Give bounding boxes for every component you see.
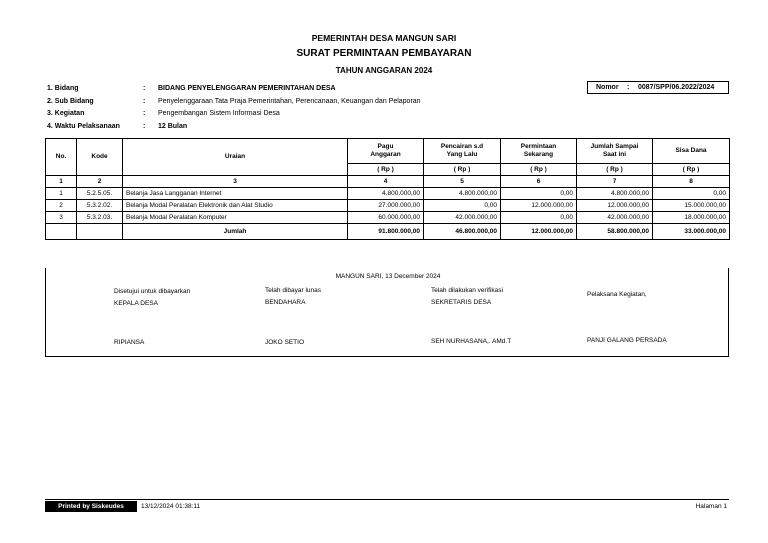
total-pencairan: 46.800.000,00 [424, 224, 501, 240]
cell-kode: 5.3.2.03. [77, 212, 123, 224]
total-label: Jumlah [123, 224, 348, 240]
cell-kode: 5.2.5.05. [77, 188, 123, 200]
info-colon: : [143, 110, 146, 117]
col-number: 4 [348, 176, 424, 188]
cell-sisa: 15.000.000,00 [653, 200, 730, 212]
col-number: 6 [501, 176, 577, 188]
print-timestamp: 13/12/2024 01:38:11 [141, 503, 201, 510]
total-row [46, 224, 730, 240]
sekretaris-caption: Telah dilakukan verifikasi [431, 287, 503, 294]
col-number: 8 [653, 176, 730, 188]
village-title: PEMERINTAH DESA MANGUN SARI [311, 33, 457, 43]
info-colon: : [143, 123, 146, 130]
header-jumlah: Jumlah Sampai Saat ini [577, 139, 653, 164]
cell-pagu: 27.000.000,00 [348, 200, 424, 212]
col-number: 3 [123, 176, 348, 188]
header-rp: ( Rp ) [501, 164, 577, 176]
payment-table [45, 138, 730, 240]
total-jumlah: 58.800.000,00 [577, 224, 653, 240]
col-number: 7 [577, 176, 653, 188]
info-value-bidang: BIDANG PENYELENGGARAN PEMERINTAHAN DESA [158, 85, 336, 92]
footer-divider [45, 499, 729, 500]
kepala-caption: Disetujui untuk dibayarkan [114, 288, 191, 295]
info-label-bidang: 1. Bidang [47, 85, 79, 92]
table-row [46, 188, 730, 200]
header-rp: ( Rp ) [653, 164, 730, 176]
cell-jumlah: 4.800.000,00 [577, 188, 653, 200]
col-number: 5 [424, 176, 501, 188]
header-sisa: Sisa Dana [653, 139, 730, 164]
header-uraian: Uraian [123, 139, 348, 176]
kepala-name: RIPIANSA [114, 339, 145, 346]
info-label-kegiatan: 3. Kegiatan [47, 110, 85, 117]
cell-no: 1 [46, 188, 77, 200]
pelaksana-name: PANJI GALANG PERSADA [587, 337, 667, 344]
info-value-kegiatan: Pengembangan Sistem Informasi Desa [158, 110, 280, 117]
total-permintaan: 12.000.000,00 [501, 224, 577, 240]
fiscal-year: TAHUN ANGGARAN 2024 [335, 66, 433, 75]
cell-permintaan: 0,00 [501, 188, 577, 200]
total-pagu: 91.800.000,00 [348, 224, 424, 240]
info-label-waktu: 4. Waktu Pelaksanaan [47, 123, 120, 130]
page-number: Halaman 1 [695, 503, 727, 510]
cell-kode: 5.3.2.02. [77, 200, 123, 212]
info-value-sub-bidang: Penyelenggaraan Tata Praja Pemerintahan, Perencanaan, Keuangan dan Pelaporan [158, 98, 421, 105]
document-title: SURAT PERMINTAAN PEMBAYARAN [296, 48, 472, 59]
bendahara-role: BENDAHARA [265, 299, 306, 306]
header-kode: Kode [77, 139, 123, 176]
column-number-row [46, 176, 730, 188]
sekretaris-role: SEKRETARIS DESA [431, 299, 492, 306]
nomor-colon: : [627, 84, 630, 91]
nomor-label: Nomor [596, 84, 619, 91]
header-rp: ( Rp ) [424, 164, 501, 176]
cell-jumlah: 12.000.000,00 [577, 200, 653, 212]
header-rp: ( Rp ) [348, 164, 424, 176]
kepala-role: KEPALA DESA [114, 300, 158, 307]
cell-permintaan: 0,00 [501, 212, 577, 224]
header-pagu: Pagu Anggaran [348, 139, 424, 164]
table-row [46, 212, 730, 224]
bendahara-caption: Telah dibayar lunas [265, 287, 322, 294]
table-row [46, 200, 730, 212]
header-rp: ( Rp ) [577, 164, 653, 176]
cell-pencairan: 42.000.000,00 [424, 212, 501, 224]
cell-sisa: 0,00 [653, 188, 730, 200]
signature-block [45, 268, 729, 357]
info-colon: : [143, 98, 146, 105]
header-pencairan: Pencairan s.d Yang Lalu [424, 139, 501, 164]
cell-uraian: Belanja Modal Peralatan Komputer [123, 212, 348, 224]
total-sisa: 33.000.000,00 [653, 224, 730, 240]
nomor-value: 0087/SPP/06.2022/2024 [638, 84, 715, 91]
col-number: 1 [46, 176, 77, 188]
cell-no: 2 [46, 200, 77, 212]
info-colon: : [143, 85, 146, 92]
pelaksana-role: Pelaksana Kegiatan, [587, 291, 647, 298]
bendahara-name: JOKO SETIO [265, 339, 305, 346]
cell-uraian: Belanja Modal Peralatan Elektronik dan Alat Studio [123, 200, 348, 212]
cell-pagu: 60.000.000,00 [348, 212, 424, 224]
cell-pagu: 4.800.000,00 [348, 188, 424, 200]
sekretaris-name: SEH NURHASANA,. AMd.T [431, 338, 512, 345]
col-number: 2 [77, 176, 123, 188]
header-permintaan: Permintaan Sekarang [501, 139, 577, 164]
cell-pencairan: 0,00 [424, 200, 501, 212]
cell-uraian: Belanja Jasa Langganan Internet [123, 188, 348, 200]
cell-empty [77, 224, 123, 240]
cell-sisa: 18.000.000,00 [653, 212, 730, 224]
cell-empty [46, 224, 77, 240]
cell-no: 3 [46, 212, 77, 224]
printed-by-badge: Printed by Siskeudes [45, 501, 137, 512]
header-no: No. [46, 139, 77, 176]
place-date: MANGUN SARI, 13 December 2024 [335, 273, 441, 280]
info-label-sub-bidang: 2. Sub Bidang [47, 98, 94, 105]
cell-jumlah: 42.000.000,00 [577, 212, 653, 224]
nomor-box [587, 81, 729, 94]
cell-pencairan: 4.800.000,00 [424, 188, 501, 200]
info-value-waktu: 12 Bulan [158, 123, 188, 130]
cell-permintaan: 12.000.000,00 [501, 200, 577, 212]
